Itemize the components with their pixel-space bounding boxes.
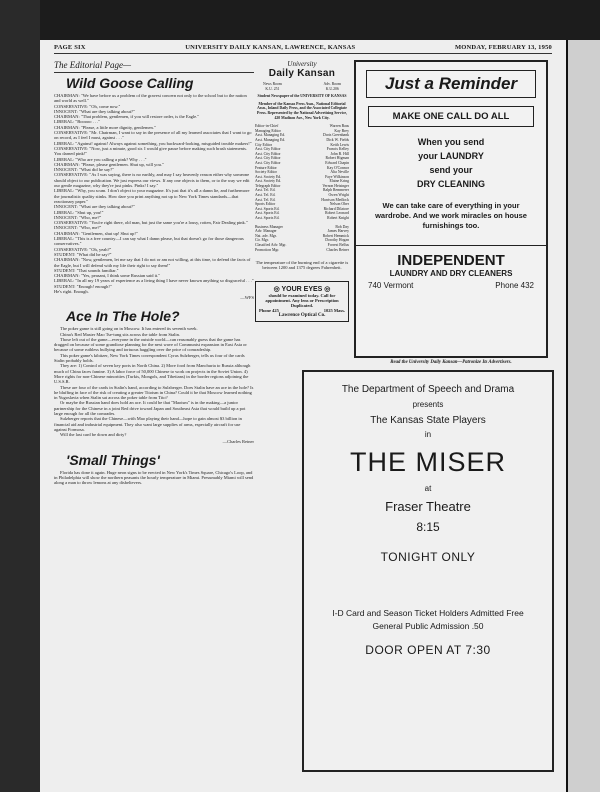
staff-role: Adv. Manager <box>255 229 277 234</box>
laundry-ad-phone: Phone 432 <box>495 281 534 290</box>
staff-list <box>255 124 349 220</box>
staff-name: Nelson Ober <box>329 202 349 207</box>
staff-role: Feature Editor <box>255 165 277 170</box>
eyes-ad <box>255 281 349 323</box>
laundry-ad-care: We can take care of everything in your wardrobe. And we work miracles on house furnishings too. <box>375 201 527 230</box>
staff-role: Asst. City Editor <box>255 160 281 165</box>
miser-in: in <box>424 430 432 439</box>
staff-role: Asst. Managing Ed. <box>255 133 286 138</box>
staff-role: Asst. Sports Ed. <box>255 216 280 221</box>
eyes-ad-body: should be examined today. Call for appointment. Any lens or Prescription Duplicated. <box>265 292 339 309</box>
staff-role: Editor-in-Chief <box>255 124 279 129</box>
staff-name: Faye Wilkinson <box>325 174 349 179</box>
staff-name: Dorothy Hogan <box>325 238 349 243</box>
business-staff-list <box>255 225 349 253</box>
miser-admission: General Public Admission .50 <box>372 621 484 631</box>
temperature-filler: The temperature of the burning end of a cigarette is between 1200 and 1375 degrees Fahrenheit. <box>255 260 349 271</box>
staff-role: Asst. City Editor <box>255 147 281 152</box>
staff-row <box>255 248 349 253</box>
page-header <box>54 44 552 51</box>
phone-value: K.U. 251 <box>265 86 280 91</box>
staff-role: Classified Adv. Mgr. <box>255 243 287 247</box>
staff-role: Asst. City Editor <box>255 151 281 156</box>
dialogue-line: LIBERAL: "Against! against! Always against something, you backward-looking, misguided trouble makers!" <box>54 140 252 146</box>
laundry-ad-address: 740 Vermont <box>368 281 414 290</box>
ace-paragraph: Those left out of the game—everyone in the outside world—can reasonably guess that the game has dragged on because of some grandiose planning for the next wave of Communist expansion in East Asia or because of some ruthless bullying and tortuous haggling over the price of comradeship. <box>54 336 247 353</box>
masthead-column <box>255 60 349 322</box>
staff-name: Forrest Bellus <box>327 243 349 247</box>
wild-goose-signature: —WFS <box>240 295 254 301</box>
staff-name: Owen Wright <box>328 193 349 198</box>
dialogue-line: LIBERAL: "Shut up, you!" <box>54 209 104 215</box>
miser-theatre: Fraser Theatre <box>385 499 471 514</box>
ace-signature: —Charles Reiner <box>222 438 254 444</box>
dialogue-line: CONSERVATIVE: "You're right there, old man, but just the same you're a lousy, rotten, Fair Dealing pink." <box>54 220 248 226</box>
dialogue-line: LIBERAL: "Booooo . . ." <box>54 119 101 125</box>
laundry-ad-laundry: your LAUNDRY <box>418 151 484 161</box>
laundry-ad <box>354 60 548 358</box>
staff-name: Richard Dilatore <box>323 206 349 211</box>
ace-paragraph: Sulzberger reports that the Chinese—with Mao playing their hand—hope to gain almost $3 billion in financial aid and industrial equipment. They also want large supplies of arms, especially aircraft for use against Formosa. <box>54 416 242 432</box>
small-things-body: Florida has done it again. Huge neon signs to be erected in New York's Times Square, Chicago's Loop, and in Philadelphia will show the northern peasants the hourly temperature in Miami. Presumably Miami will send along a man to throw lemons at any disbelievers. <box>54 469 254 486</box>
dialogue-line: CHAIRMAN: "Please, please gentlemen. Shut up, will you." <box>54 161 164 167</box>
masthead-title: Daily Kansan <box>268 68 336 79</box>
wild-goose-title: Wild Goose Calling <box>66 75 194 91</box>
staff-name: James Harvey <box>327 229 349 234</box>
staff-role: Nat. adv. Mgr. <box>255 233 277 238</box>
ace-paragraph: Or maybe the Russian hand does hold an ace. It could be that "Maoism" is in the making—a junior partnership for the Chinese in a joint Red drive toward Japan and Southeast Asia that would build up a pot large enough for all the comrades. <box>54 400 246 417</box>
staff-name: Alta Neville <box>330 170 349 175</box>
laundry-ad-sub: LAUNDRY AND DRY CLEANERS <box>389 269 513 278</box>
masthead-member: Member of the Kansas Press Assn., National Editorial Assn., Inland Daily Press, and the Associated Collegiate Press. Represented by the National Advertising Service, 420 Madison Ave., New York City. <box>257 101 347 120</box>
next-page-edge <box>566 40 600 792</box>
dialogue-line: INNOCENT: "What are they talking about?" <box>54 204 135 210</box>
laundry-ad-call: MAKE ONE CALL DO ALL <box>368 106 534 127</box>
editorial-column <box>54 56 254 756</box>
masthead-phones <box>255 82 349 91</box>
staff-name: Doris Greenbank <box>322 133 349 138</box>
ace-paragraph: This poker game's kibitzer, New York Times correspondent Cyrus Sulzberger, tells us four of the cards Stalin probably holds. <box>54 352 245 364</box>
dialogue-line: CONSERVATIVE: "As I was saying, there is no earthly, and may I say heavenly reason either why someone should object to our publication. We just express our views. If any one objects to them, or to the way we edit our gentle magazine, why they're just pinks. Pinks! I say." <box>54 172 250 189</box>
dialogue-line: CONSERVATIVE: "Now, just a minute, good sir. I would give pause before making such brash statements. You darned pink!" <box>54 145 247 157</box>
staff-role: Managing Editor <box>255 128 281 133</box>
paper-name: UNIVERSITY DAILY KANSAN, LAWRENCE, KANSAS <box>185 44 356 51</box>
dialogue-line: LIBERAL: "Who are you calling a pink? Why . . ." <box>54 156 147 162</box>
phone-label: Adv. Room <box>323 82 341 86</box>
laundry-ad-dry: DRY CLEANING <box>416 179 485 189</box>
miser-title: THE MISER <box>349 447 506 477</box>
laundry-ad-send: send your <box>429 165 473 175</box>
wild-goose-dialogue <box>54 93 254 294</box>
staff-role: Asst. Tel. Ed. <box>255 188 276 193</box>
staff-name: Elaine Kring <box>329 179 349 184</box>
staff-name: Robert Knight <box>327 216 349 221</box>
staff-role: Telegraph Editor <box>255 183 281 188</box>
staff-role: Asst. Managing Ed. <box>255 137 286 142</box>
staff-role: Sports Editor <box>255 202 276 207</box>
dialogue-line: He's right. Enough. <box>54 288 89 294</box>
miser-tickets: I-D Card and Season Ticket Holders Admitted Free <box>332 608 524 618</box>
eyes-ad-phone: Phone 425 <box>259 308 279 314</box>
staff-role: Business Manager <box>255 224 283 229</box>
staff-name: John B. Hill <box>330 151 349 156</box>
staff-name: Edward Chapin <box>325 160 349 165</box>
ace-paragraph: The poker game is still going on in Moscow. It has entered its seventh week. <box>60 326 198 332</box>
miser-at: at <box>424 484 432 493</box>
eyes-ad-address: 1025 Mass. <box>323 308 345 314</box>
staff-name: Vernon Heisinger <box>322 183 349 188</box>
dialogue-line: INNOCENT: "Who, me?" <box>54 225 102 231</box>
dialogue-line: STUDENT: "That sounds familiar." <box>54 267 119 273</box>
issue-date: MONDAY, FEBRUARY 13, 1950 <box>454 44 552 51</box>
dialogue-line: CHAIRMAN: "Yes, peasant, I think some Russian said it." <box>54 273 161 279</box>
dialogue-line: STUDENT: "What did he say?" <box>54 251 112 257</box>
phone-label: News Room <box>263 82 282 86</box>
miser-time: 8:15 <box>416 520 440 534</box>
page-number: PAGE SIX <box>54 44 86 51</box>
dialogue-line: CHAIRMAN: "Please, a little more dignity, gentlemen." <box>54 124 156 130</box>
staff-role: Asst. Society Ed. <box>255 174 282 179</box>
staff-name: Charles Reiner <box>326 247 349 252</box>
ace-paragraph: These are four of the cards in Stalin's hand, according to Sulzberger. Does Stalin have an ace in the hole? Is he bluffing in face of the risk of creating a greater Titoism in China? Could it be that Moscow learned nothing in Yugoslavia when Stalin sat across the poker table from Tito? <box>54 384 254 401</box>
masthead-subtitle: Student Newspaper of the UNIVERSITY OF KANSAS <box>257 94 347 99</box>
staff-name: Kay Brey <box>334 128 349 133</box>
ace-title: Ace In The Hole? <box>66 308 180 325</box>
dialogue-line: LIBERAL: "In all my 19 years of experience as a living thing I have never known anything so disgraceful . . ." <box>54 278 254 284</box>
dialogue-line: CHAIRMAN: "We have before us a problem of the gravest concern not only to the school but to the nation and world as well." <box>54 93 247 104</box>
scan-left-margin <box>0 0 40 792</box>
miser-presents: presents <box>412 400 444 409</box>
miser-players: The Kansas State Players <box>370 415 486 426</box>
dialogue-line: LIBERAL: "Why, you scum. I don't object to your magazine. It's just that it's all a damn lie, and furthermore the journalistic quality stinks. How dare you print anything not up to New York Times standards—that reactionary paper." <box>54 188 250 204</box>
staff-name: Robert Higman <box>325 156 349 161</box>
staff-name: Dick W. Fields <box>326 137 349 142</box>
patronize-line: Read the University Daily Kansan—Patronize Its Advertisers. <box>390 360 512 365</box>
staff-role: Asst. Sports Ed. <box>255 206 280 211</box>
staff-role: Asst. Tel. Ed. <box>255 193 276 198</box>
dialogue-line: CHAIRMAN: "That problem, gentlemen, if you will restore order, is the Eagle." <box>54 114 200 120</box>
masthead-university: University <box>287 60 317 68</box>
staff-role: Asst. Society Ed. <box>255 179 282 184</box>
miser-door: DOOR OPEN AT 7:30 <box>365 643 491 657</box>
dialogue-line: STUDENT: "Enough! enough!" <box>54 283 112 289</box>
staff-name: Robert Leonard <box>325 211 349 216</box>
laundry-ad-name: INDEPENDENT <box>356 245 546 269</box>
staff-name: Kay O'Connor <box>326 165 349 170</box>
staff-row <box>255 216 349 221</box>
staff-name: Keith Lewis <box>330 142 349 147</box>
miser-dept: The Department of Speech and Drama <box>341 384 515 395</box>
miser-ad <box>302 370 554 772</box>
dialogue-line: LIBERAL: "This is a free country—I can say what I damn please, but that doesn't go for those dangerous conservatives." <box>54 236 244 247</box>
staff-name: Bob Day <box>335 224 349 229</box>
staff-role: Promotion Mgr. <box>255 247 280 252</box>
laundry-ad-title: Just a Reminder <box>366 70 536 98</box>
staff-role: Asst. Tel. Ed. <box>255 197 276 202</box>
staff-role: Asst. City Editor <box>255 156 281 161</box>
staff-role: City Editor <box>255 142 272 147</box>
staff-name: Ralph Remmerer <box>322 188 349 193</box>
phone-value: K.U.206 <box>325 86 339 91</box>
staff-name: Warren Baas <box>329 124 349 129</box>
dialogue-line: INNOCENT: "What are they talking about?" <box>54 108 135 114</box>
staff-role: Cir. Mgr. <box>255 238 269 243</box>
eyes-ad-title: ◎ YOUR EYES ◎ <box>273 285 331 293</box>
staff-name: Robert Hemmick <box>322 233 349 238</box>
miser-tonight: TONIGHT ONLY <box>380 550 476 564</box>
eyes-ad-firm: Lawrence Optical Co. <box>278 313 326 319</box>
dialogue-line: CONSERVATIVE: "Mr. Chairman, I want to say in the presence of all my learned associates that I want to go on record, as I feel I must, against . . ." <box>54 130 252 141</box>
ace-body <box>54 326 254 437</box>
section-rule <box>54 72 254 73</box>
ace-paragraph: Will the last card be down and dirty? <box>60 432 127 438</box>
small-things-title: 'Small Things' <box>66 451 160 468</box>
dialogue-line: INNOCENT: "Who, me?" <box>54 214 102 220</box>
section-label: The Editorial Page— <box>54 60 131 70</box>
ace-paragraph: China's Red Master Mao Tse-tung sits across the table from Stalin. <box>60 331 181 337</box>
newspaper-page <box>40 40 566 792</box>
dialogue-line: CHAIRMAN: "Gentlemen, shut up! Shut up!" <box>54 230 138 236</box>
staff-name: Harrison Medlock <box>321 197 349 202</box>
laundry-ad-when: When you send <box>417 137 485 147</box>
dialogue-line: CONSERVATIVE: "Oh, yeah?" <box>54 246 112 252</box>
ace-paragraph: They are: 1) Control of seven key ports in North China. 2) More food from Manchuria to Russia although much of China faces famine. 3) A labor force of 50,000 Chinese to work on projects in the Soviet Union. 4) More rights for non-Chinese minorities (Turkis, Mongols, and Tibetians) in the border regions adjoining the U.S.S.R. <box>54 363 251 385</box>
dialogue-line: CHAIRMAN: "Now, gentlemen, let me say that I do not or am not willing, at this time, to defend the facts of the Eagle, but I will defend with my life their right to say them!" <box>54 257 251 268</box>
staff-role: Society Editor <box>255 170 277 175</box>
header-rule <box>54 53 552 54</box>
staff-role: Asst. Sports Ed. <box>255 211 280 216</box>
staff-name: Francis Kelley <box>326 147 349 152</box>
dialogue-line: CONSERVATIVE: "Oh, come now." <box>54 103 121 109</box>
dialogue-line: INNOCENT: "What did he say?" <box>54 167 114 173</box>
